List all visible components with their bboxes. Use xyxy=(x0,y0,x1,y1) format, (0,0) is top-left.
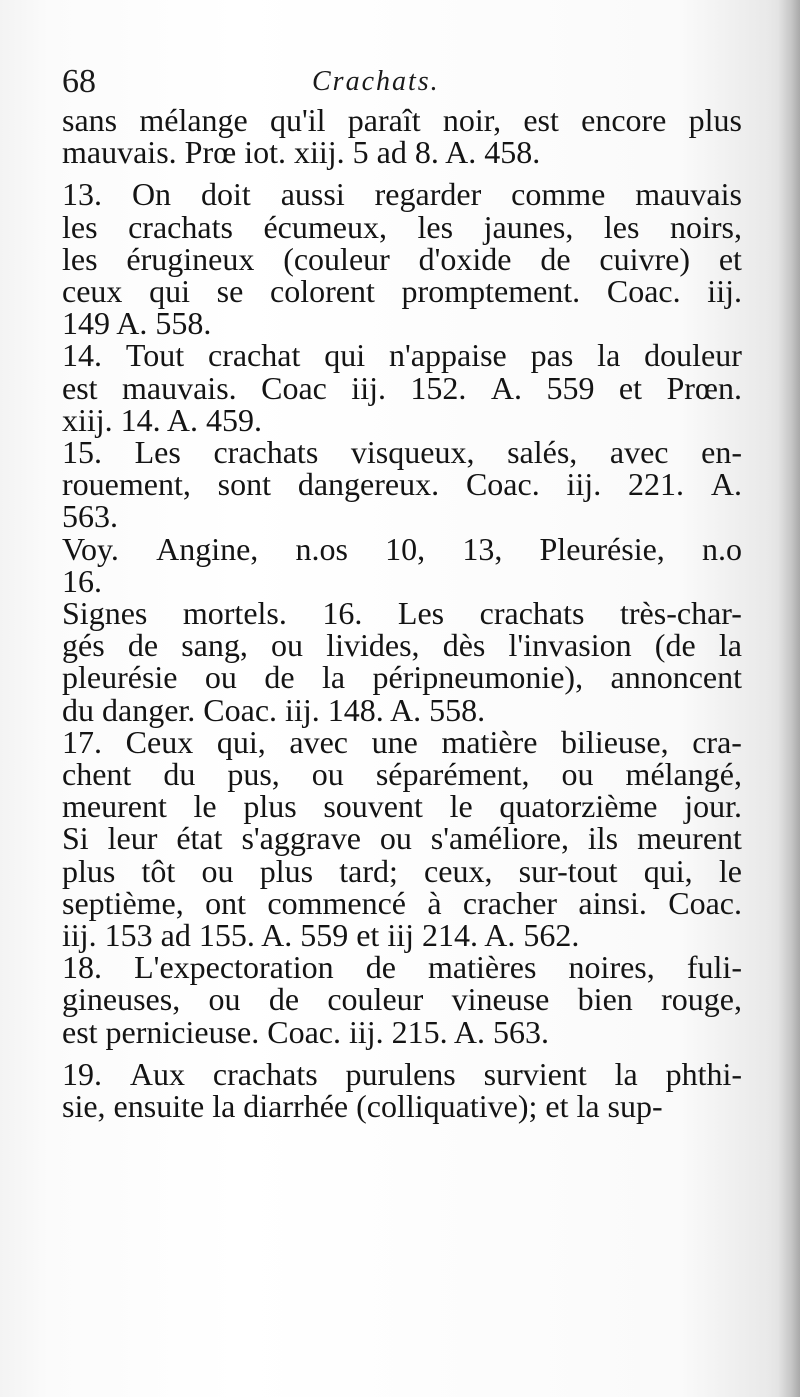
text-line: les érugineux (couleur d'oxide de cuivre) et xyxy=(62,240,742,277)
text-line: ceux qui se colorent promptement. Coac. iij. xyxy=(62,273,742,310)
text-line: rouement, sont dangereux. Coac. iij. 221. A. xyxy=(62,466,742,503)
text-line: les crachats écumeux, les jaunes, les noirs, xyxy=(62,208,742,245)
body-text xyxy=(62,102,742,1125)
text-line: 563. xyxy=(62,498,118,535)
text-line: 17. Ceux qui, avec une matière bilieuse, cra- xyxy=(62,723,742,760)
text-line: plus tôt ou plus tard; ceux, sur-tout qui, le xyxy=(62,852,742,889)
text-line: meurent le plus souvent le quatorzième jour. xyxy=(62,788,742,825)
text-line: chent du pus, ou séparément, ou mélangé, xyxy=(62,756,742,793)
running-head: Crachats. xyxy=(312,66,440,97)
text-line: mauvais. Prœ iot. xiij. 5 ad 8. A. 458. xyxy=(62,134,541,171)
text-line: Signes mortels. 16. Les crachats très-char- xyxy=(62,595,742,632)
page-edge-shadow xyxy=(778,0,800,1397)
text-line: 149 A. 558. xyxy=(62,305,212,342)
text-line: sans mélange qu'il paraît noir, est encore plus xyxy=(62,102,742,138)
text-line: sie, ensuite la diarrhée (colliquative); et la sup- xyxy=(62,1088,663,1125)
text-line: pleurésie ou de la péripneumonie), annoncent xyxy=(62,659,742,696)
text-line: iij. 153 ad 155. A. 559 et iij 214. A. 562. xyxy=(62,917,580,954)
page-number: 68 xyxy=(62,63,96,100)
text-line: septième, ont commencé à cracher ainsi. Coac. xyxy=(62,884,742,921)
text-line: 18. L'expectoration de matières noires, fuli- xyxy=(62,949,742,986)
text-line: Voy. Angine, n.os 10, 13, Pleurésie, n.o xyxy=(62,530,742,567)
text-line: 15. Les crachats visqueux, salés, avec en- xyxy=(62,434,742,471)
text-line: est mauvais. Coac iij. 152. A. 559 et Prœn. xyxy=(62,369,742,406)
text-line: xiij. 14. A. 459. xyxy=(62,401,263,438)
text-line: Si leur état s'aggrave ou s'améliore, ils meurent xyxy=(62,820,742,857)
text-line: 14. Tout crachat qui n'appaise pas la douleur xyxy=(62,337,742,374)
text-line: du danger. Coac. iij. 148. A. 558. xyxy=(62,691,486,728)
text-line: gineuses, ou de couleur vineuse bien rouge, xyxy=(62,981,742,1018)
text-line: 13. On doit aussi regarder comme mauvais xyxy=(62,176,742,213)
page-header xyxy=(62,60,742,104)
text-line: 16. xyxy=(62,562,102,599)
text-line: 19. Aux crachats purulens survient la phthi- xyxy=(62,1055,742,1092)
text-line: gés de sang, ou livides, dès l'invasion (de la xyxy=(62,627,742,664)
text-line: est pernicieuse. Coac. iij. 215. A. 563. xyxy=(62,1013,550,1050)
